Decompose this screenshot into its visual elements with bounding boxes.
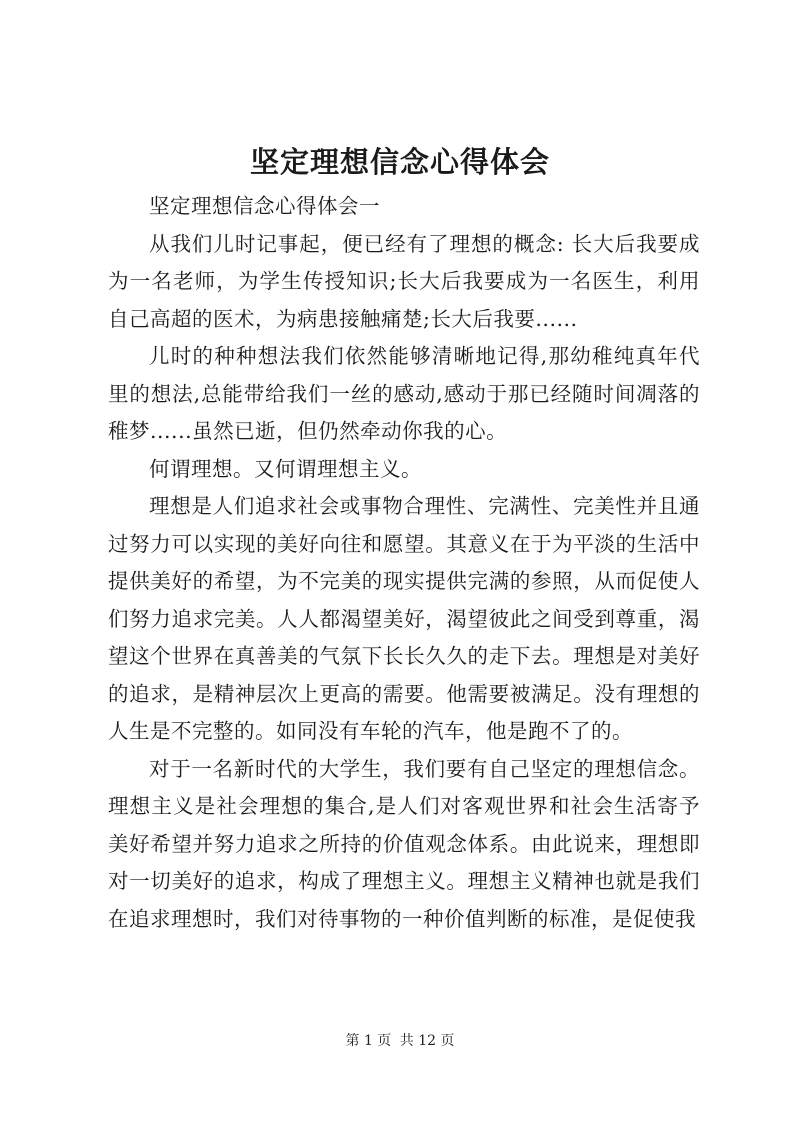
paragraph-subtitle: 坚定理想信念心得体会一: [149, 194, 380, 218]
page-footer: [0, 1030, 800, 1050]
paragraph-idealism: 对于一名新时代的大学生，我们要有自己坚定的理想信念。理想主义是社会理想的集合,是人们对客观世界和社会生活寄予美好希望并努力追求之所持的价值观念体系。由此说来，理想即对一切美好的追求，构成了理想主义。理想主义精神也就是我们在追求理想时，我们对待事物的一种价值判断的标准，是促使我: [108, 756, 700, 931]
page-number: 第 1 页: [345, 1033, 392, 1049]
page-total: 共 12 页: [399, 1033, 455, 1049]
document-body: [108, 188, 700, 938]
paragraph-childhood-dreams: 从我们儿时记事起，便已经有了理想的概念: 长大后我要成为一名老师，为学生传授知识;长大后我要成为一名医生，利用自己高超的医术，为病患接触痛楚;长大后我要......: [108, 231, 700, 331]
document-title: 坚定理想信念心得体会: [249, 145, 550, 179]
paragraph-childhood-memories: 儿时的种种想法我们依然能够清晰地记得,那幼稚纯真年代里的想法,总能带给我们一丝的感动,感动于那已经随时间凋落的稚梦......虽然已逝，但仍然牵动你我的心。: [108, 344, 700, 443]
paragraph-question: 何谓理想。又何谓理想主义。: [149, 456, 422, 481]
paragraph-definition: 理想是人们追求社会或事物合理性、完满性、完美性并且通过努力可以实现的美好向往和愿望。其意义在于为平淡的生活中提供美好的希望，为不完美的现实提供完满的参照，从而促使人们努力追求完美。人人都渴望美好，渴望彼此之间受到尊重，渴望这个世界在真善美的气氛下长长久久的走下去。理想是对美好的追求，是精神层次上更高的需要。他需要被满足。没有理想的人生是不完整的。如同没有车轮的汽车，他是跑不了的。: [108, 494, 700, 743]
